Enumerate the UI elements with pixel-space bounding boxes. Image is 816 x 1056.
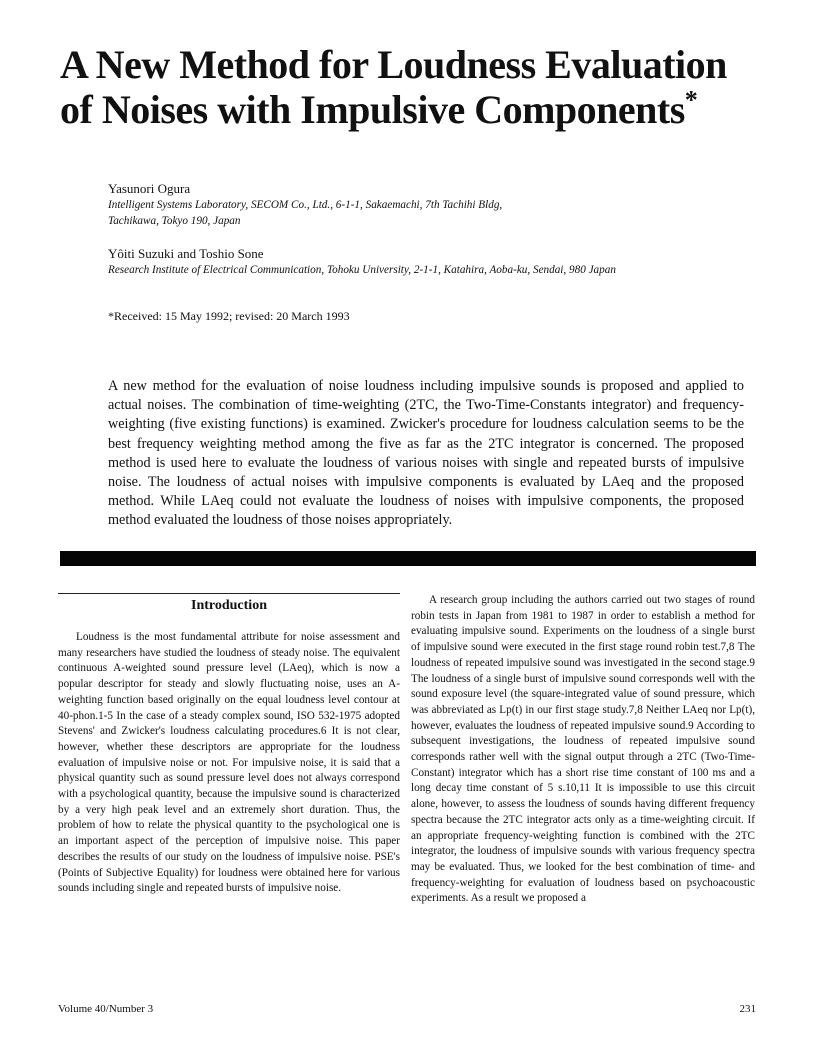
author-affiliation: Intelligent Systems Laboratory, SECOM Co., Ltd., 6-1-1, Sakaemachi, 7th Tachihi Bldg, (108, 199, 503, 211)
title-line-1: A New Method for Loudness Evaluation (60, 42, 727, 87)
page-number: 231 (739, 1003, 756, 1015)
title-line-2 (60, 87, 780, 132)
title-footnote-mark: * (684, 85, 698, 115)
author-name: Yasunori Ogura (108, 181, 191, 196)
introduction-heading: Introduction (191, 598, 267, 613)
received-date-footnote: *Received: 15 May 1992; revised: 20 March 1993 (108, 309, 350, 323)
author-affiliation: Research Institute of Electrical Communication, Tohoku University, 2-1-1, Katahira, Aoba-ku, Sendai, 980 Japan (108, 264, 616, 276)
author-name: Yôiti Suzuki and Toshio Sone (108, 246, 264, 261)
section-divider-bar (60, 551, 756, 566)
author-block-2 (108, 245, 788, 278)
title-line-2-text: of Noises with Impulsive Components (60, 87, 685, 132)
introduction-paragraph: Loudness is the most fundamental attribute for noise assessment and many researchers have studied the loudness of steady noise. The equivalent continuous A-weighted sound pressure level (LAeq), which is now a popular descriptor for steady and slowly fluctuating noise, uses an A-weighting function based originally on the equal loudness level contour at 40-phon.1-5 In the case of a steady complex sound, ISO 532-1975 adopted Stevens' and Zwicker's loudness calculating procedures.6 It is not clear, however, whether these descriptors are appropriate for the loudness evaluation of impulsive noise or not. For impulsive noise, it is said that a physical quantity such as sound pressure level does not always correspond with a psychological quantity, because the impulsive sound is characterized by a very high peak level and an extremely short duration. Thus, the problem of how to relate the physical quantity to the psychological one is an important aspect of the perception of impulsive noise. This paper describes the results of our study on the loudness of impulsive noise. PSE's (Points of Subjective Equality) for loudness were obtained here for various sounds including single and repeated bursts of impulsive noise. (58, 631, 400, 895)
author-affiliation: Tachikawa, Tokyo 190, Japan (108, 215, 241, 227)
section-rule (58, 593, 400, 594)
author-block-1 (108, 180, 788, 229)
right-column-body (411, 593, 755, 907)
footer-volume: Volume 40/Number 3 (58, 1003, 154, 1015)
introduction-body (58, 630, 400, 897)
right-column-paragraph: A research group including the authors carried out two stages of round robin tests in Japan from 1981 to 1987 in order to establish a method for evaluating impulsive sound. Experiments on the loudness of a single burst of impulsive sound were executed in the first stage round robin test.7,8 The loudness of repeated impulsive sound was investigated in the second stage.9 The loudness of a single burst of impulsive sound corresponds well with the sound exposure level (the square-integrated value of sound pressure, which was abbreviated as Lp(t) in our first stage study.7,8 Neither LAeq nor Lp(t), however, evaluates the loudness of repeated impulsive sound.9 According to subsequent investigations, the loudness of repeated impulsive sound corresponds rather well with the signal output through a 2TC (Two-Time-Constant) integrator which has a short rise time constant of 100 ms and a long decay time constant of 5 s.10,11 It is impossible to use this circuit alone, however, to assess the loudness of sounds having different frequency spectra because the 2TC integrator acts only as a time-weighting circuit. If an appropriate frequency-weighting function is combined with the 2TC integrator, the loudness of impulsive sounds with various frequency spectra may be evaluated. Thus, we looked for the best combination of time- and frequency-weighting for evaluation of loudness based on psychoacoustic experiments. As a result we proposed a (411, 594, 755, 905)
abstract: A new method for the evaluation of noise loudness including impulsive sounds is proposed and applied to actual noises. The combination of time-weighting (2TC, the Two-Time-Constants integrator) and frequency-weighting (five existing functions) is examined. Zwicker's procedure for loudness calculation seems to be the best frequency weighting method among the five as far as the 2TC integrator is concerned. The proposed method is used here to evaluate the loudness of various noises with single and repeated bursts of impulsive noise. The loudness of actual noises with impulsive components is evaluated by LAeq and the proposed method. While LAeq could not evaluate the loudness of noises with impulsive components, the proposed method evaluated the loudness of those noises appropriately. (108, 378, 744, 529)
paper-title (60, 42, 780, 132)
